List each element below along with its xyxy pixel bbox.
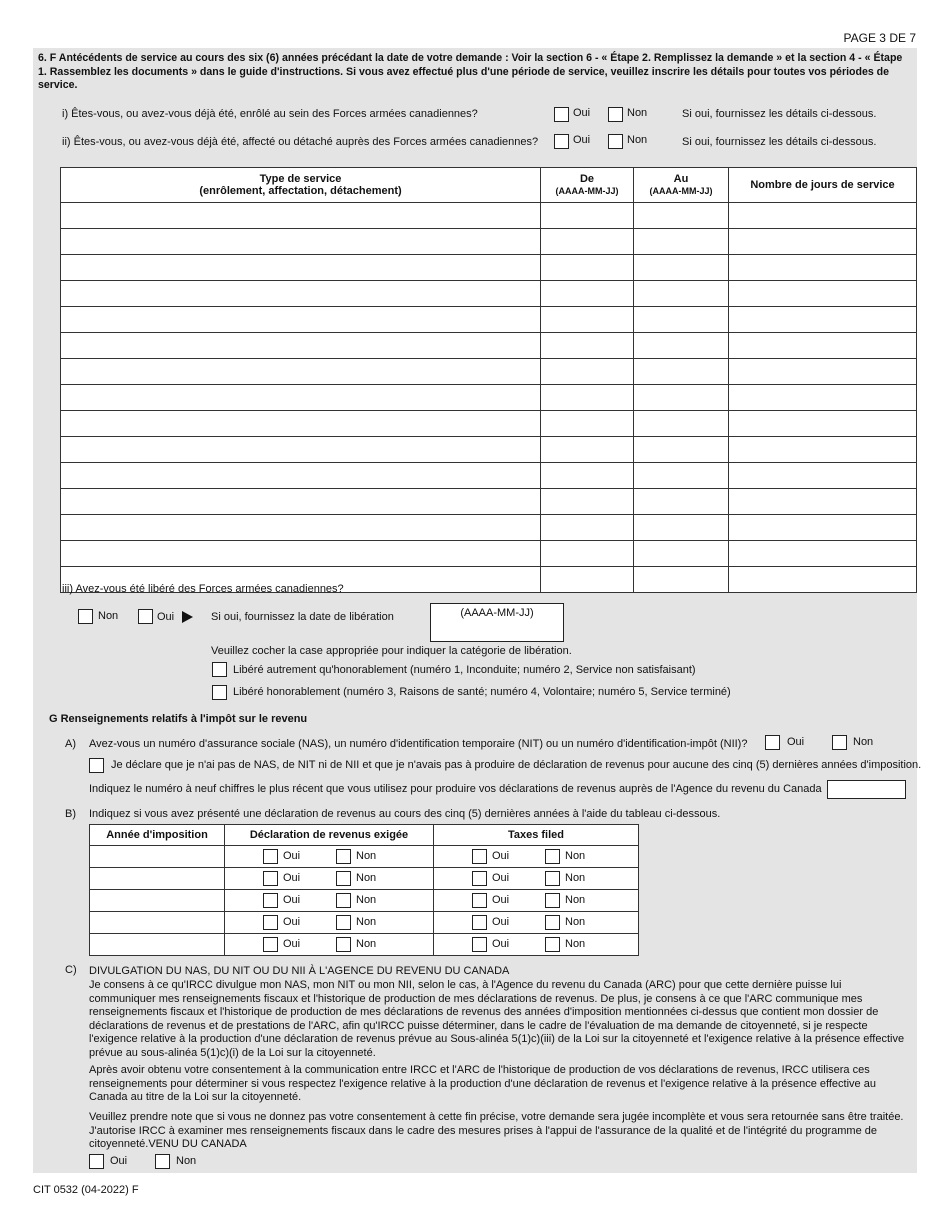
taxes-filed-non-checkbox[interactable]	[545, 849, 560, 864]
to-date-cell[interactable]	[634, 281, 729, 307]
from-date-cell[interactable]	[541, 333, 634, 359]
return-required-oui-checkbox[interactable]	[263, 849, 278, 864]
service-type-cell[interactable]	[61, 437, 541, 463]
assigned-non-label: Non	[627, 134, 648, 146]
to-date-cell[interactable]	[634, 307, 729, 333]
tax-return-table	[89, 824, 639, 956]
release-date-label: Si oui, fournissez la date de libération	[211, 611, 394, 623]
to-date-cell[interactable]	[634, 489, 729, 515]
sin-non-checkbox[interactable]	[832, 735, 847, 750]
tax-row	[90, 846, 639, 868]
service-type-cell[interactable]	[61, 203, 541, 229]
enrolled-non-checkbox[interactable]	[608, 107, 623, 122]
sin-oui-checkbox[interactable]	[765, 735, 780, 750]
sin-non-label: Non	[853, 736, 874, 748]
dishonorable-release-label: Libéré autrement qu'honorablement (numéro 1, Inconduite; numéro 2, Service non satisfaisant)	[233, 664, 696, 676]
question-enrolled: i) Êtes-vous, ou avez-vous déjà été, enrôlé au sein des Forces armées canadiennes?	[62, 108, 478, 120]
col-service-type-sub: (enrôlement, affectation, détachement)	[199, 185, 402, 197]
service-type-cell[interactable]	[61, 411, 541, 437]
item-b-label: B)	[65, 808, 76, 820]
days-cell[interactable]	[729, 515, 917, 541]
tax-year-cell[interactable]	[90, 890, 225, 912]
nine-digit-input[interactable]	[827, 780, 906, 799]
dishonorable-release-checkbox[interactable]	[212, 662, 227, 677]
tax-row	[90, 912, 639, 934]
days-cell[interactable]	[729, 281, 917, 307]
return-required-non-checkbox[interactable]	[336, 849, 351, 864]
from-date-cell[interactable]	[541, 489, 634, 515]
col-from-format: (AAAA-MM-JJ)	[555, 186, 619, 196]
taxes-filed-cell	[434, 868, 639, 890]
return-required-cell	[225, 912, 434, 934]
to-date-cell[interactable]	[634, 567, 729, 593]
consent-oui-label: Oui	[110, 1155, 128, 1167]
question-released: iii) Avez-vous été libéré des Forces armées canadiennes?	[62, 583, 344, 595]
consent-non-checkbox[interactable]	[155, 1154, 170, 1169]
disclosure-heading: DIVULGATION DU NAS, DU NIT OU DU NII À L'AGENCE DU REVENU DU CANADA	[89, 965, 510, 977]
service-row	[61, 307, 917, 333]
days-cell[interactable]	[729, 307, 917, 333]
to-date-cell[interactable]	[634, 541, 729, 567]
released-non-label: Non	[98, 610, 119, 622]
taxes-filed-cell	[434, 890, 639, 912]
col-from-label: De	[579, 173, 595, 185]
col-service-type-label: Type de service	[259, 173, 342, 185]
return-required-oui-label: Oui	[283, 850, 301, 862]
disclosure-paragraph-2: Après avoir obtenu votre consentement à la communication entre IRCC et l'ARC de l'historique de production de vos déclarations de revenus, IRCC utilisera ces renseignements pour déterminer si vous respectez l'exigence relative à la production d'une déclaration de revenus et l'exigence relative à la présence effective au Canada au titre de la Loi sur la citoyenneté.	[89, 1064, 876, 1104]
service-type-cell[interactable]	[61, 307, 541, 333]
service-row	[61, 281, 917, 307]
service-type-cell[interactable]	[61, 385, 541, 411]
no-sin-declaration-text: Je déclare que je n'ai pas de NAS, de NIT ni de NII et que je n'avais pas à produire de déclaration de revenus pour aucune des cinq (5) dernières années d'imposition.	[111, 759, 922, 771]
released-oui-label: Oui	[157, 611, 175, 623]
days-cell[interactable]	[729, 541, 917, 567]
return-required-oui-checkbox[interactable]	[263, 871, 278, 886]
released-non-checkbox[interactable]	[78, 609, 93, 624]
from-date-cell[interactable]	[541, 385, 634, 411]
disclosure-paragraph-3: Veuillez prendre note que si vous ne donnez pas votre consentement à cette fin précise, votre demande sera jugée incomplète et vous sera retournée sans être traitée. J'autorise IRCC à examiner mes renseignements fiscaux dans le cadre des mesures prises à l'appui de l'assurance de la qualité et de l'intégrité du programme de citoyenneté.VENU DU CANADA	[89, 1111, 904, 1151]
taxes-filed-oui-checkbox[interactable]	[472, 849, 487, 864]
taxes-filed-non-checkbox[interactable]	[545, 915, 560, 930]
return-required-cell	[225, 934, 434, 956]
sin-question: Avez-vous un numéro d'assurance sociale (NAS), un numéro d'identification temporaire (NIT) ou un numéro d'identification-impôt (NII)?	[89, 738, 748, 750]
return-required-cell	[225, 890, 434, 912]
service-row	[61, 333, 917, 359]
taxes-filed-oui-checkbox[interactable]	[472, 937, 487, 952]
return-required-non-checkbox[interactable]	[336, 893, 351, 908]
enrolled-oui-label: Oui	[573, 107, 591, 119]
return-required-oui-checkbox[interactable]	[263, 937, 278, 952]
return-required-non-checkbox[interactable]	[336, 915, 351, 930]
taxes-filed-non-label: Non	[565, 916, 586, 928]
days-cell[interactable]	[729, 203, 917, 229]
return-required-non-label: Non	[356, 916, 377, 928]
consent-non-label: Non	[176, 1155, 197, 1167]
to-date-cell[interactable]	[634, 411, 729, 437]
from-date-cell[interactable]	[541, 359, 634, 385]
return-required-oui-label: Oui	[283, 916, 301, 928]
col-return-required: Déclaration de revenus exigée	[225, 825, 434, 846]
arrow-right-icon	[182, 611, 193, 623]
taxes-filed-non-label: Non	[565, 938, 586, 950]
enrolled-non-label: Non	[627, 107, 648, 119]
days-cell[interactable]	[729, 255, 917, 281]
days-cell[interactable]	[729, 437, 917, 463]
service-type-cell[interactable]	[61, 229, 541, 255]
taxes-filed-non-checkbox[interactable]	[545, 893, 560, 908]
taxes-filed-oui-label: Oui	[492, 850, 510, 862]
return-required-cell	[225, 868, 434, 890]
section-6-heading: 6. F Antécédents de service au cours des six (6) années précédant la date de votre demande : Voir la section 6 - « Étape 2. Remplissez la demande » et la section 4 - « Étape 1. Rassemblez les documents » dans le guide d'instructions. Si vous avez effectué plus d'une période de service, veuillez inscrire les détails pour toutes vos périodes de service.	[38, 52, 903, 91]
return-required-non-checkbox[interactable]	[336, 871, 351, 886]
service-row	[61, 541, 917, 567]
service-row	[61, 411, 917, 437]
days-cell[interactable]	[729, 489, 917, 515]
to-date-cell[interactable]	[634, 463, 729, 489]
from-date-cell[interactable]	[541, 229, 634, 255]
assigned-non-checkbox[interactable]	[608, 134, 623, 149]
taxes-filed-oui-label: Oui	[492, 938, 510, 950]
release-date-format: (AAAA-MM-JJ)	[460, 607, 534, 619]
consent-oui-checkbox[interactable]	[89, 1154, 104, 1169]
enrolled-if-yes: Si oui, fournissez les détails ci-dessous.	[682, 108, 877, 120]
nine-digit-label: Indiquez le numéro à neuf chiffres le plus récent que vous utilisez pour produire vos déclarations de revenus auprès de l'Agence du revenu du Canada	[89, 783, 822, 795]
service-type-cell[interactable]	[61, 359, 541, 385]
col-to-format: (AAAA-MM-JJ)	[649, 186, 713, 196]
days-cell[interactable]	[729, 411, 917, 437]
service-type-cell[interactable]	[61, 255, 541, 281]
from-date-cell[interactable]	[541, 281, 634, 307]
taxes-filed-non-label: Non	[565, 872, 586, 884]
col-to-label: Au	[673, 173, 689, 185]
days-cell[interactable]	[729, 385, 917, 411]
taxes-filed-oui-label: Oui	[492, 872, 510, 884]
return-required-non-label: Non	[356, 850, 377, 862]
taxes-filed-oui-checkbox[interactable]	[472, 893, 487, 908]
taxes-filed-oui-checkbox[interactable]	[472, 871, 487, 886]
col-days-label: Nombre de jours de service	[750, 179, 895, 191]
col-tax-year: Année d'imposition	[90, 825, 225, 846]
taxes-filed-cell	[434, 934, 639, 956]
tax-return-instruction: Indiquez si vous avez présenté une déclaration de revenus au cours des cinq (5) dernières années à l'aide du tableau ci-dessous.	[89, 808, 721, 820]
enrolled-oui-checkbox[interactable]	[554, 107, 569, 122]
from-date-cell[interactable]	[541, 437, 634, 463]
from-date-cell[interactable]	[541, 541, 634, 567]
return-required-non-label: Non	[356, 872, 377, 884]
taxes-filed-non-checkbox[interactable]	[545, 871, 560, 886]
tax-year-cell[interactable]	[90, 912, 225, 934]
service-type-cell[interactable]	[61, 281, 541, 307]
from-date-cell[interactable]	[541, 515, 634, 541]
service-row	[61, 255, 917, 281]
service-row	[61, 463, 917, 489]
from-date-cell[interactable]	[541, 463, 634, 489]
form-code: CIT 0532 (04-2022) F	[33, 1184, 139, 1196]
tax-table-body	[90, 846, 639, 956]
to-date-cell[interactable]	[634, 229, 729, 255]
sin-oui-label: Oui	[787, 736, 805, 748]
question-assigned: ii) Êtes-vous, ou avez-vous déjà été, affecté ou détaché auprès des Forces armées canadiennes?	[62, 136, 539, 148]
to-date-cell[interactable]	[634, 203, 729, 229]
return-required-oui-label: Oui	[283, 938, 301, 950]
tax-year-cell[interactable]	[90, 846, 225, 868]
return-required-non-label: Non	[356, 894, 377, 906]
to-date-cell[interactable]	[634, 333, 729, 359]
return-required-oui-label: Oui	[283, 894, 301, 906]
service-type-cell[interactable]	[61, 515, 541, 541]
tax-row	[90, 868, 639, 890]
to-date-cell[interactable]	[634, 359, 729, 385]
to-date-cell[interactable]	[634, 515, 729, 541]
release-category-instruction: Veuillez cocher la case appropriée pour indiquer la catégorie de libération.	[211, 645, 572, 657]
service-type-cell[interactable]	[61, 489, 541, 515]
honorable-release-checkbox[interactable]	[212, 685, 227, 700]
from-date-cell[interactable]	[541, 255, 634, 281]
release-date-input[interactable]	[430, 603, 564, 642]
return-required-oui-checkbox[interactable]	[263, 893, 278, 908]
taxes-filed-oui-label: Oui	[492, 894, 510, 906]
assigned-oui-checkbox[interactable]	[554, 134, 569, 149]
service-type-cell[interactable]	[61, 463, 541, 489]
days-cell[interactable]	[729, 229, 917, 255]
service-row	[61, 385, 917, 411]
return-required-cell	[225, 846, 434, 868]
taxes-filed-non-label: Non	[565, 850, 586, 862]
from-date-cell[interactable]	[541, 411, 634, 437]
days-cell[interactable]	[729, 359, 917, 385]
taxes-filed-non-label: Non	[565, 894, 586, 906]
taxes-filed-cell	[434, 846, 639, 868]
days-cell[interactable]	[729, 567, 917, 593]
col-service-type	[61, 168, 541, 203]
taxes-filed-cell	[434, 912, 639, 934]
disclosure-paragraph-1: Je consens à ce qu'IRCC divulgue mon NAS, mon NIT ou mon NII, selon le cas, à l'Agence du revenu du Canada (ARC) pour que cette dernière puisse lui communiquer mes renseignements fiscaux et l'historique de production de mes déclarations de revenus. De plus, je consens à ce que l'ARC communique mes renseignements fiscaux et l'historique de production de mes déclarations de revenus des années d'imposition mentionnées ci-dessus que contient mon dossier de déclarations de revenus et de prestations de l'ARC, afin qu'IRCC puisse déterminer, dans le cadre de l'évaluation de ma demande de citoyenneté, si je respecte l'exigence relative à la production d'une déclaration de revenus prévue au Sous-alinéa 5(1)c)(iii) de la Loi sur la citoyenneté et l'exigence relative à la présence effective prévue au sous-alinéa 5(1)c)(i) de la Loi sur la citoyenneté.	[89, 979, 905, 1059]
days-cell[interactable]	[729, 463, 917, 489]
return-required-oui-checkbox[interactable]	[263, 915, 278, 930]
taxes-filed-non-checkbox[interactable]	[545, 937, 560, 952]
days-cell[interactable]	[729, 333, 917, 359]
service-row	[61, 359, 917, 385]
section-g-heading: G Renseignements relatifs à l'impôt sur le revenu	[49, 713, 308, 725]
tax-year-cell[interactable]	[90, 868, 225, 890]
col-days	[729, 168, 917, 203]
assigned-oui-label: Oui	[573, 134, 591, 146]
taxes-filed-oui-label: Oui	[492, 916, 510, 928]
service-table-body	[61, 203, 917, 593]
tax-year-cell[interactable]	[90, 934, 225, 956]
service-row	[61, 489, 917, 515]
return-required-non-label: Non	[356, 938, 377, 950]
tax-row	[90, 890, 639, 912]
service-type-cell[interactable]	[61, 333, 541, 359]
honorable-release-label: Libéré honorablement (numéro 3, Raisons de santé; numéro 4, Volontaire; numéro 5, Service terminé)	[233, 686, 731, 698]
col-from	[541, 168, 634, 203]
to-date-cell[interactable]	[634, 385, 729, 411]
col-taxes-filed: Taxes filed	[434, 825, 639, 846]
service-row	[61, 437, 917, 463]
page-number: PAGE 3 DE 7	[843, 31, 916, 45]
taxes-filed-oui-checkbox[interactable]	[472, 915, 487, 930]
service-history-table	[60, 167, 917, 593]
return-required-non-checkbox[interactable]	[336, 937, 351, 952]
item-a-label: A)	[65, 738, 76, 750]
no-sin-declaration-checkbox[interactable]	[89, 758, 104, 773]
assigned-if-yes: Si oui, fournissez les détails ci-dessous.	[682, 136, 877, 148]
service-row	[61, 229, 917, 255]
from-date-cell[interactable]	[541, 203, 634, 229]
col-to	[634, 168, 729, 203]
service-type-cell[interactable]	[61, 541, 541, 567]
tax-row	[90, 934, 639, 956]
from-date-cell[interactable]	[541, 567, 634, 593]
to-date-cell[interactable]	[634, 437, 729, 463]
released-oui-checkbox[interactable]	[138, 609, 153, 624]
return-required-oui-label: Oui	[283, 872, 301, 884]
to-date-cell[interactable]	[634, 255, 729, 281]
service-row	[61, 515, 917, 541]
service-row	[61, 203, 917, 229]
item-c-label: C)	[65, 964, 77, 976]
from-date-cell[interactable]	[541, 307, 634, 333]
